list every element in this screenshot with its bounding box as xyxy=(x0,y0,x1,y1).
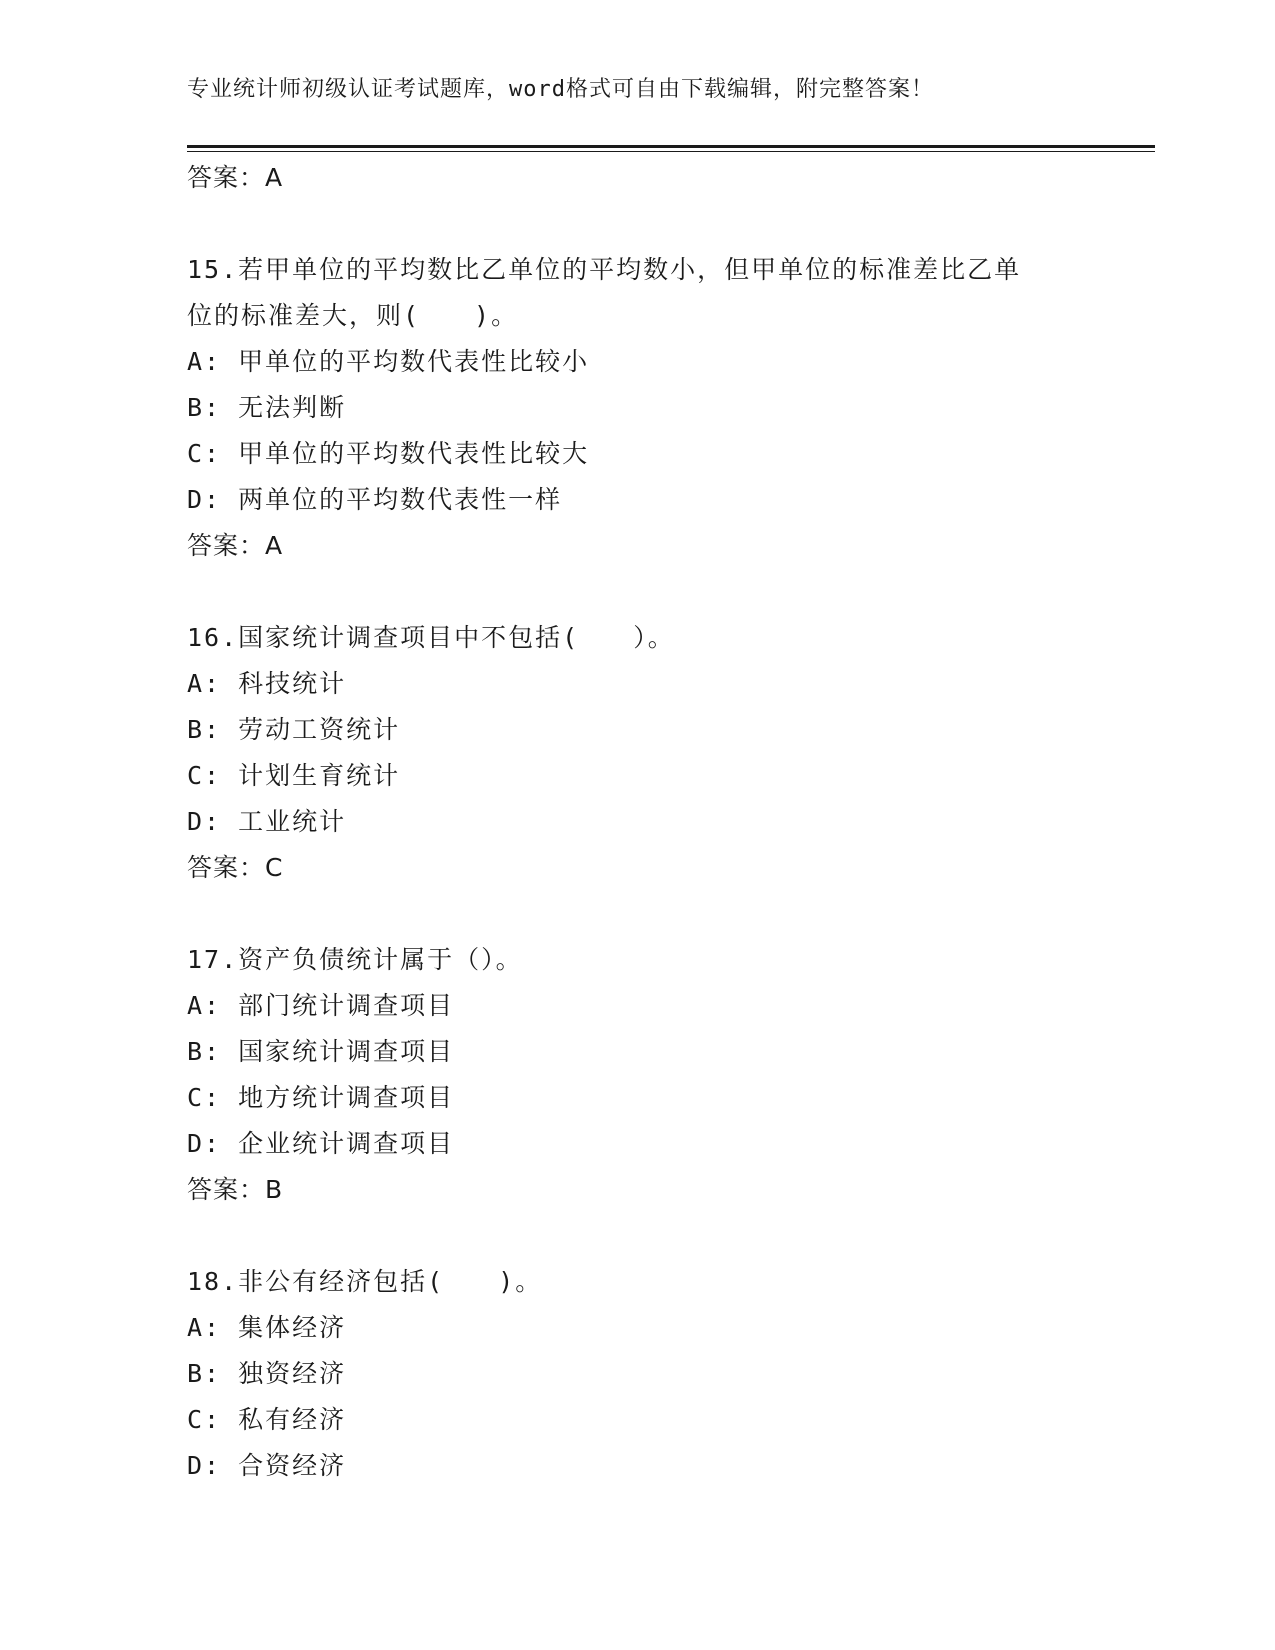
option-b: B: 国家统计调查项目 xyxy=(187,1037,455,1066)
option-c: C: 计划生育统计 xyxy=(187,761,401,790)
header-divider-thin xyxy=(187,151,1155,152)
question-stem: 17.资产负债统计属于（）。 xyxy=(187,945,523,974)
spacer xyxy=(187,569,1087,615)
header-divider-thick xyxy=(187,145,1155,148)
option-d: D: 工业统计 xyxy=(187,807,347,836)
option-c: C: 地方统计调查项目 xyxy=(187,1083,455,1112)
spacer xyxy=(187,201,1087,247)
question-15 xyxy=(187,247,1087,569)
option-d: D: 合资经济 xyxy=(187,1451,347,1480)
option-a: A: 部门统计调查项目 xyxy=(187,991,455,1020)
spacer xyxy=(187,1213,1087,1259)
option-d: D: 两单位的平均数代表性一样 xyxy=(187,485,563,514)
option-a: A: 甲单位的平均数代表性比较小 xyxy=(187,347,590,376)
spacer xyxy=(187,891,1087,937)
option-b: B: 独资经济 xyxy=(187,1359,347,1388)
option-c: C: 甲单位的平均数代表性比较大 xyxy=(187,439,590,468)
option-a: A: 集体经济 xyxy=(187,1313,347,1342)
page-header: 专业统计师初级认证考试题库，word格式可自由下载编辑，附完整答案！ xyxy=(187,77,934,102)
question-17 xyxy=(187,937,1087,1213)
question-16 xyxy=(187,615,1087,891)
previous-answer: 答案：A xyxy=(187,163,284,192)
question-list xyxy=(187,155,1087,1489)
option-a: A: 科技统计 xyxy=(187,669,347,698)
question-stem-continued: 位的标准差大，则( )。 xyxy=(187,301,519,330)
answer-label: 答案：C xyxy=(187,853,284,882)
question-stem: 18.非公有经济包括( )。 xyxy=(187,1267,543,1296)
option-b: B: 无法判断 xyxy=(187,393,347,422)
question-18 xyxy=(187,1259,1087,1489)
answer-label: 答案：B xyxy=(187,1175,284,1204)
option-d: D: 企业统计调查项目 xyxy=(187,1129,455,1158)
option-c: C: 私有经济 xyxy=(187,1405,347,1434)
question-stem: 16.国家统计调查项目中不包括( ）。 xyxy=(187,623,675,652)
answer-label: 答案：A xyxy=(187,531,284,560)
option-b: B: 劳动工资统计 xyxy=(187,715,401,744)
question-stem: 15.若甲单位的平均数比乙单位的平均数小，但甲单位的标准差比乙单 xyxy=(187,255,1022,284)
